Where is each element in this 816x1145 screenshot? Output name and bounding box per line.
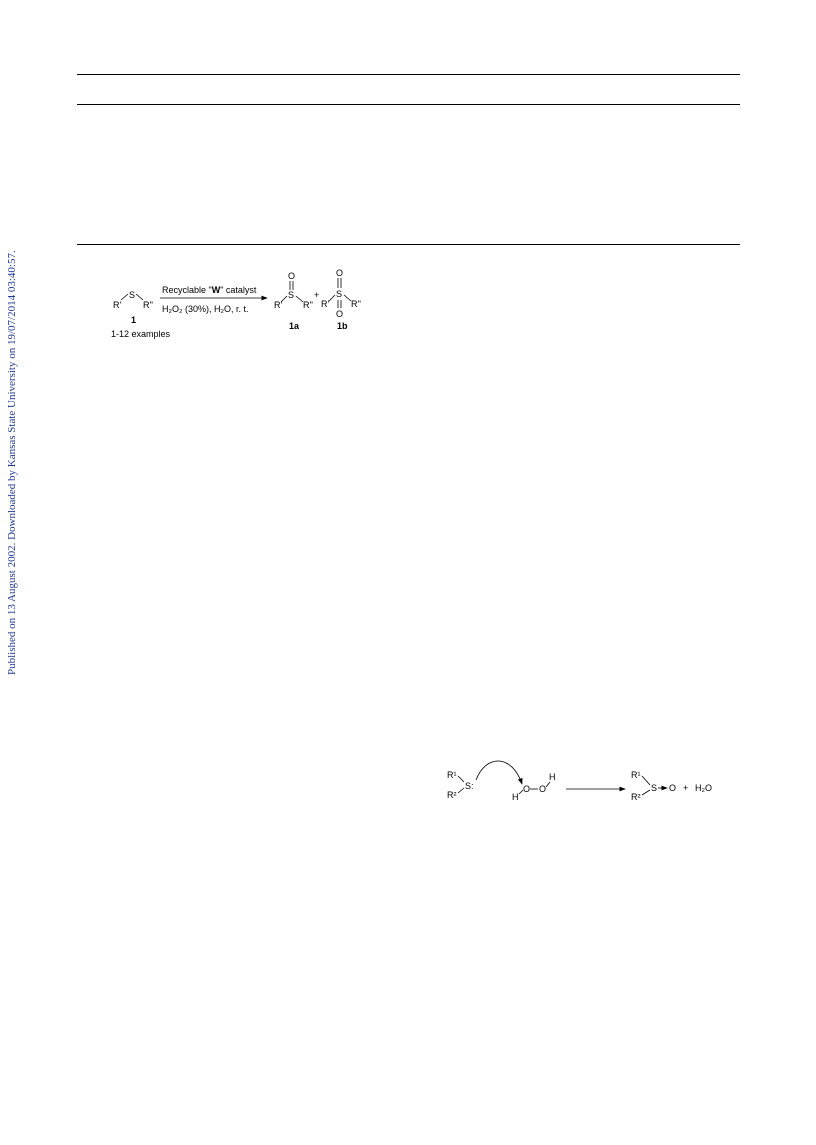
- mech-o-left: O: [523, 784, 531, 794]
- examples-label: 1-12 examples: [111, 329, 171, 339]
- mech-s-lone-pair: S:: [465, 781, 474, 791]
- sulfoxide-o: O: [288, 271, 296, 281]
- mech-r2: R²: [447, 790, 457, 800]
- sulfone-s: S: [336, 289, 343, 299]
- product-r2: R²: [631, 792, 641, 802]
- mech-h-right: H: [549, 772, 556, 782]
- product-r1: R¹: [631, 770, 641, 780]
- electron-arrow: [476, 761, 522, 784]
- catalyst-label: Recyclable "W" catalyst: [162, 285, 257, 295]
- reactant-s-label: S: [129, 290, 136, 300]
- mech-h-left: H: [512, 792, 519, 802]
- reactant-r-doubleprime: R'': [143, 300, 153, 310]
- product-s: S: [651, 783, 658, 793]
- product-1a-label: 1a: [289, 321, 300, 331]
- product-o: O: [669, 783, 677, 793]
- mech-o-right: O: [539, 784, 547, 794]
- scheme-1: [105, 262, 380, 344]
- scheme-2: [440, 760, 725, 810]
- header-rule-bottom: [77, 104, 740, 105]
- product-plus: +: [683, 783, 689, 793]
- sulfone-o-top: O: [336, 268, 344, 278]
- download-banner: Published on 13 August 2002. Downloaded by Kansas State University on 19/07/2014 03:40:57.: [6, 250, 18, 675]
- section-rule: [77, 244, 740, 245]
- header-rule-top: [77, 74, 740, 75]
- sulfone-r-doubleprime: R'': [351, 299, 361, 309]
- plus-sign: +: [314, 290, 320, 300]
- mech-r1: R¹: [447, 770, 457, 780]
- sulfoxide-r-doubleprime: R'': [303, 300, 313, 310]
- sulfone-r-prime: R': [321, 299, 330, 309]
- conditions-label: H₂O₂ (30%), H₂O, r. t.: [162, 304, 249, 314]
- product-water: H₂O: [695, 783, 712, 793]
- sulfoxide-s: S: [288, 290, 295, 300]
- product-1b-label: 1b: [337, 321, 348, 331]
- reactant-r-prime: R': [113, 300, 122, 310]
- compound-number-1: 1: [131, 315, 137, 325]
- sulfoxide-r-prime: R': [274, 300, 283, 310]
- sulfone-o-bottom: O: [336, 309, 344, 319]
